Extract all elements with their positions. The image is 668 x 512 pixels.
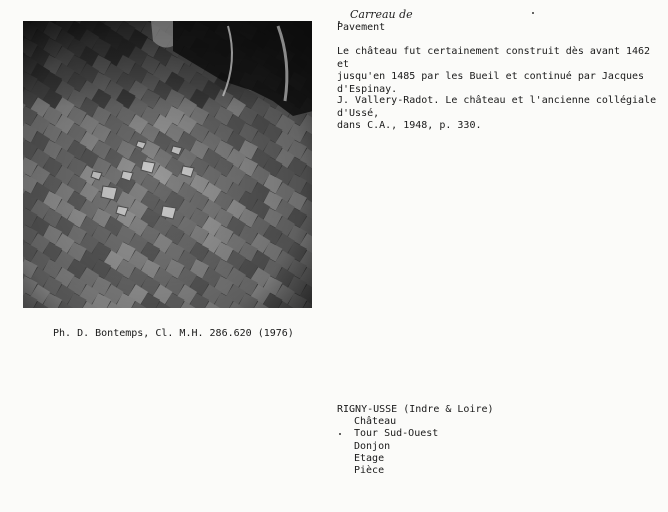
location-item: Tour Sud-Ouest [354,428,439,440]
history-paragraph: Le château fut certainement construit dès avant 1462 et jusqu'en 1485 par les Bueil et continué par Jacques d'Espinay. [337,46,651,95]
mark-dot [532,12,534,14]
location-item: Pièce [354,465,385,477]
location-place: RIGNY-USSE (Indre & Loire) [337,404,494,415]
handwritten-note: Carreau de [350,8,413,21]
reference-paragraph: J. Vallery-Radot. Le château et l'ancienne collégiale d'Ussé, dans C.A., 1948, p. 330. [337,95,657,131]
location-block [337,404,494,477]
location-item: Donjon [354,440,391,452]
photo-credit: Ph. D. Bontemps, Cl. M.H. 286.620 (1976) [53,328,294,339]
location-item: Château [354,416,397,428]
tiled-floor-image [23,21,312,308]
floor-photograph [23,21,312,308]
bullet-dot [339,433,341,435]
heading: Pavement [337,22,386,33]
location-item: Etage [354,452,385,464]
